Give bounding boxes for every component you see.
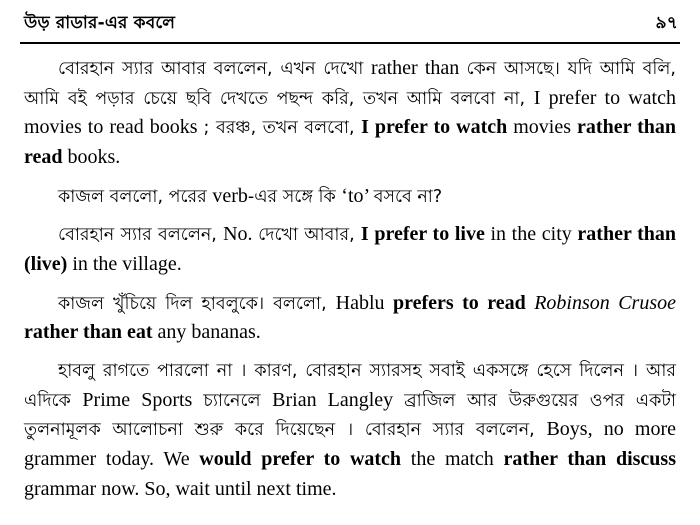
paragraph <box>24 220 676 279</box>
text-run: দেখো আবার, <box>258 225 361 246</box>
paragraph <box>24 54 676 173</box>
text-run: হাবলু রাগতে পারলো না । কারণ, বোরহান স্যারসহ সবাই একসঙ্গে হেসে দিলেন । আর এদিকে <box>24 360 676 411</box>
paragraph <box>24 182 676 212</box>
text-run: books. <box>67 145 121 168</box>
text-run: চ্যানেলে <box>203 390 273 411</box>
text-run: Brian Langley <box>272 388 405 411</box>
text-run: Hablu <box>335 291 393 314</box>
text-run: No. <box>223 223 259 246</box>
text-run: বসবে না? <box>373 186 443 207</box>
page-header <box>18 10 682 40</box>
page-number: ৯৭ <box>655 13 678 33</box>
text-run: Boys, no more grammer today. We <box>24 418 676 470</box>
text-run: Robinson Crusoe <box>534 291 677 314</box>
text-run: কাজল খুঁচিয়ে দিল হাবলুকে। বললো, <box>58 293 336 314</box>
text-run: বোরহান স্যার বললেন, <box>58 225 224 246</box>
text-run: rather than (live) <box>24 223 677 275</box>
text-run: rather than eat <box>24 321 158 344</box>
text-run: rather than read <box>24 116 676 168</box>
text-run: I prefer to live <box>360 223 491 246</box>
text-run: ; বরঞ্চ, তখন বলবো, <box>203 118 362 139</box>
text-run: would prefer to watch <box>199 447 411 470</box>
paragraph <box>24 357 676 504</box>
text-run: rather than <box>371 57 467 79</box>
header-divider <box>20 42 680 44</box>
text-run: grammar now. So, wait until next time. <box>24 477 337 500</box>
text-run: ‘to’ <box>341 184 374 207</box>
text-run: কেন আসছে। যদি আমি বলি, আমি বই পড়ার চেয়ে ছবি দেখতে পছন্দ করি, তখন আমি বলবো না, <box>24 59 676 109</box>
text-run: ব্রাজিল আর উরুগুয়ের ওপর একটা তুলনামূলক আলোচনা শুরু করে দিয়েছেন । বোরহান স্যার বললেন, <box>24 390 676 441</box>
text-run: rather than discuss <box>503 447 676 470</box>
text-run: I prefer to watch <box>361 116 514 139</box>
paragraph <box>24 289 676 348</box>
text-run: prefers to read <box>392 291 535 314</box>
text-run: in the village. <box>72 252 182 275</box>
text-run: I prefer to watch movies to read books <box>24 86 676 139</box>
chapter-title: উড় রাডার-এর কবলে <box>24 13 176 33</box>
text-run: any bananas. <box>157 321 261 344</box>
page-body <box>18 54 682 504</box>
text-run: movies <box>513 116 578 139</box>
text-run: verb <box>212 184 248 207</box>
text-run: the match <box>410 447 504 470</box>
text-run: Prime Sports <box>82 388 204 411</box>
text-run: in the city <box>490 223 578 246</box>
text-run: বোরহান স্যার আবার বললেন, এখন দেখো <box>58 59 372 79</box>
text-run: কাজল বললো, পরের <box>58 186 213 207</box>
text-run: -এর সঙ্গে কি <box>247 186 342 207</box>
